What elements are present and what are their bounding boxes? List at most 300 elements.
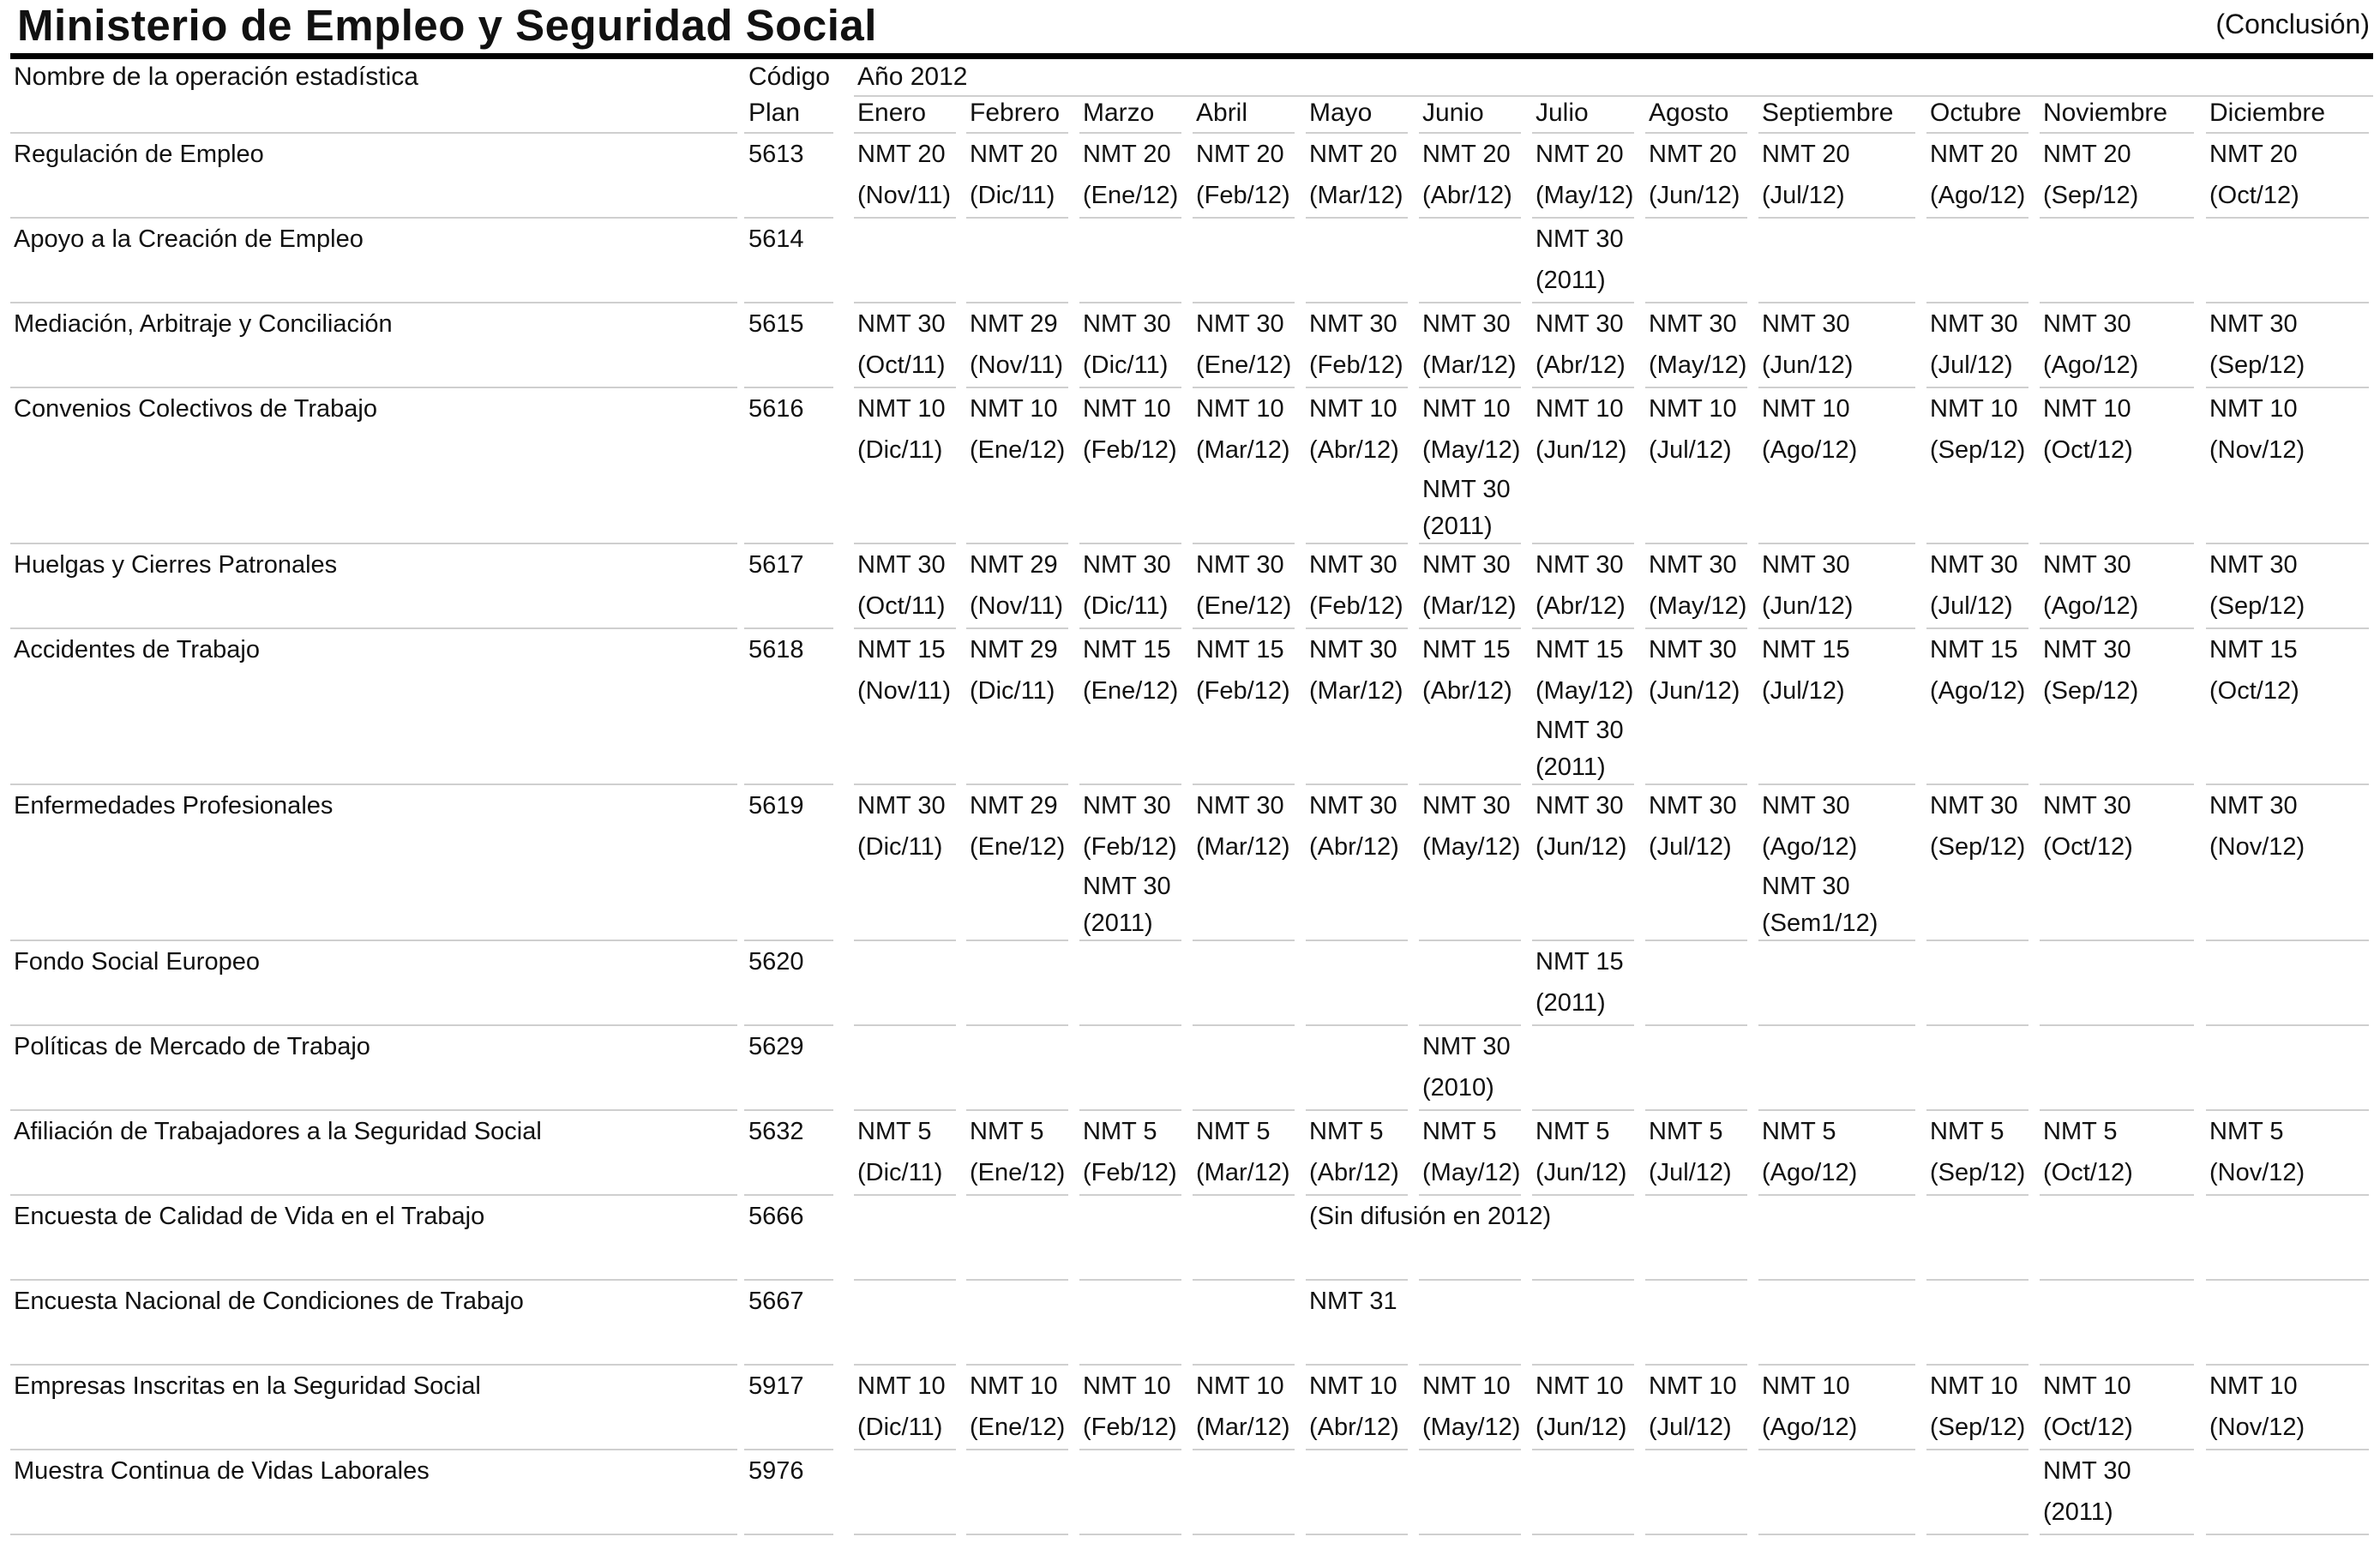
- calendar-entry: (Ago/12): [2043, 351, 2139, 379]
- row-separator: [1645, 217, 1747, 219]
- row-separator: [966, 1024, 1068, 1026]
- calendar-entry: NMT 15: [1422, 636, 1511, 663]
- row-separator: [1419, 1364, 1521, 1366]
- row-separator: [1193, 217, 1295, 219]
- row-separator: [1193, 1364, 1295, 1366]
- row-separator: [1079, 1024, 1181, 1026]
- calendar-entry: (Ene/12): [1196, 351, 1292, 379]
- row-separator: [1532, 627, 1634, 629]
- month-header: Enero: [857, 99, 927, 127]
- calendar-entry: (Mar/12): [1422, 351, 1517, 379]
- row-separator: [2040, 784, 2194, 785]
- calendar-entry: (Sep/12): [2043, 677, 2139, 705]
- plan-code: 5632: [748, 1118, 804, 1145]
- calendar-entry: NMT 30: [1083, 873, 1171, 900]
- row-separator: [10, 302, 737, 303]
- calendar-entry: (Feb/12): [1309, 351, 1403, 379]
- header-separator: [2206, 132, 2369, 134]
- row-separator: [1926, 302, 2028, 303]
- calendar-entry: NMT 30: [1536, 310, 1624, 338]
- row-separator: [854, 1534, 956, 1535]
- month-header: Septiembre: [1762, 99, 1894, 127]
- calendar-entry: (2010): [1422, 1074, 1494, 1102]
- calendar-entry: NMT 15: [1196, 636, 1284, 663]
- calendar-entry: (Feb/12): [1196, 677, 1290, 705]
- calendar-entry: NMT 30: [1422, 1033, 1511, 1060]
- operation-name: Encuesta de Calidad de Vida en el Trabajo: [14, 1203, 485, 1230]
- calendar-entry: NMT 30: [2209, 551, 2298, 579]
- calendar-entry: (2011): [1083, 910, 1153, 937]
- calendar-entry: (Dic/11): [857, 1414, 943, 1441]
- calendar-entry: (Ene/12): [1083, 677, 1179, 705]
- row-separator: [1193, 627, 1295, 629]
- row-separator: [1758, 1024, 1915, 1026]
- calendar-entry: NMT 30: [2043, 636, 2131, 663]
- row-separator: [1079, 387, 1181, 388]
- row-separator: [854, 302, 956, 303]
- row-separator: [744, 543, 833, 544]
- calendar-entry: NMT 20: [1930, 141, 2018, 168]
- calendar-entry: (May/12): [1422, 1159, 1521, 1186]
- row-separator: [1926, 940, 2028, 941]
- operation-name: Apoyo a la Creación de Empleo: [14, 225, 364, 253]
- calendar-entry: NMT 5: [1083, 1118, 1157, 1145]
- row-separator: [2206, 1534, 2369, 1535]
- calendar-entry: (Ago/12): [1762, 436, 1858, 464]
- row-separator: [1926, 387, 2028, 388]
- row-separator: [1306, 940, 1408, 941]
- calendar-entry: (Nov/11): [857, 677, 952, 705]
- calendar-entry: NMT 15: [1536, 636, 1624, 663]
- calendar-entry: (Mar/12): [1196, 1414, 1290, 1441]
- month-header: Junio: [1422, 99, 1484, 127]
- calendar-entry: NMT 10: [1649, 1372, 1737, 1400]
- month-header: Agosto: [1649, 99, 1729, 127]
- header-separator: [1645, 132, 1747, 134]
- calendar-entry: (Sep/12): [2209, 351, 2305, 379]
- calendar-entry: (Abr/12): [1422, 182, 1512, 209]
- row-separator: [854, 543, 956, 544]
- calendar-entry: NMT 10: [2209, 1372, 2298, 1400]
- row-separator: [10, 627, 737, 629]
- row-separator: [1532, 1279, 1634, 1281]
- month-header: Noviembre: [2043, 99, 2168, 127]
- calendar-entry: (Ago/12): [1930, 677, 2026, 705]
- calendar-entry: (Abr/12): [1536, 592, 1626, 620]
- calendar-entry: (Feb/12): [1083, 1414, 1177, 1441]
- row-separator: [1532, 784, 1634, 785]
- row-separator: [966, 387, 1068, 388]
- calendar-entry: (2011): [1536, 267, 1606, 294]
- row-separator: [1926, 543, 2028, 544]
- calendar-entry: NMT 5: [1536, 1118, 1610, 1145]
- calendar-entry: (2011): [2043, 1498, 2113, 1526]
- row-separator: [854, 1364, 956, 1366]
- row-separator: [854, 940, 956, 941]
- calendar-entry: NMT 5: [1196, 1118, 1271, 1145]
- row-separator: [1193, 302, 1295, 303]
- calendar-entry: NMT 10: [1422, 395, 1511, 423]
- calendar-entry: (Nov/12): [2209, 1414, 2305, 1441]
- row-separator: [1758, 1449, 1915, 1450]
- calendar-entry: (Jul/12): [1930, 592, 2013, 620]
- month-header: Julio: [1536, 99, 1589, 127]
- calendar-entry: NMT 10: [2043, 395, 2131, 423]
- operation-name: Encuesta Nacional de Condiciones de Trabajo: [14, 1288, 524, 1315]
- header-separator: [1193, 132, 1295, 134]
- calendar-entry: NMT 30: [1083, 551, 1171, 579]
- calendar-entry: (Ene/12): [970, 436, 1066, 464]
- calendar-entry: (Jul/12): [1930, 351, 2013, 379]
- row-separator: [744, 1194, 833, 1196]
- row-separator: [1419, 1024, 1521, 1026]
- row-separator: [1079, 1364, 1181, 1366]
- calendar-entry: (Jun/12): [1649, 677, 1740, 705]
- calendar-entry: (Sep/12): [2043, 182, 2139, 209]
- calendar-entry: NMT 10: [1083, 1372, 1171, 1400]
- row-separator: [2206, 1364, 2369, 1366]
- calendar-entry: (May/12): [1422, 1414, 1521, 1441]
- calendar-entry: (Jul/12): [1649, 1414, 1732, 1441]
- row-separator: [1193, 543, 1295, 544]
- calendar-entry: NMT 10: [1930, 1372, 2018, 1400]
- row-separator: [744, 940, 833, 941]
- row-separator: [966, 940, 1068, 941]
- row-separator: [744, 1279, 833, 1281]
- calendar-entry: (Ene/12): [970, 1414, 1066, 1441]
- calendar-entry: NMT 15: [857, 636, 946, 663]
- operation-name: Afiliación de Trabajadores a la Seguridad Social: [14, 1118, 542, 1145]
- calendar-entry: NMT 30: [2209, 792, 2298, 820]
- row-separator: [966, 1364, 1068, 1366]
- calendar-entry: (Ago/12): [1762, 1159, 1858, 1186]
- month-header: Marzo: [1083, 99, 1155, 127]
- plan-code: 5617: [748, 551, 804, 579]
- row-separator: [1758, 627, 1915, 629]
- calendar-entry: NMT 30: [1422, 792, 1511, 820]
- row-separator: [1758, 1534, 1915, 1535]
- row-separator: [1758, 302, 1915, 303]
- row-separator: [1532, 1449, 1634, 1450]
- calendar-entry: NMT 30: [2209, 310, 2298, 338]
- plan-code: 5615: [748, 310, 804, 338]
- calendar-entry: NMT 30: [1536, 551, 1624, 579]
- calendar-entry: NMT 10: [970, 395, 1058, 423]
- row-separator: [2206, 1449, 2369, 1450]
- row-separator: [1532, 302, 1634, 303]
- calendar-entry: NMT 30: [857, 310, 946, 338]
- row-separator: [1758, 1364, 1915, 1366]
- calendar-entry: (Feb/12): [1083, 436, 1177, 464]
- row-separator: [1926, 1024, 2028, 1026]
- row-separator: [1926, 217, 2028, 219]
- calendar-entry: NMT 10: [2209, 395, 2298, 423]
- row-separator: [10, 1449, 737, 1450]
- month-header: Diciembre: [2209, 99, 2326, 127]
- calendar-entry: (May/12): [1536, 182, 1634, 209]
- row-separator: [744, 1364, 833, 1366]
- calendar-entry: (Sep/12): [1930, 1414, 2026, 1441]
- row-separator: [1926, 1534, 2028, 1535]
- row-separator: [2206, 784, 2369, 785]
- row-separator: [1306, 1024, 1408, 1026]
- calendar-entry: (Nov/11): [857, 182, 952, 209]
- row-separator: [966, 627, 1068, 629]
- calendar-entry: (Jun/12): [1536, 1414, 1627, 1441]
- calendar-entry: NMT 29: [970, 636, 1058, 663]
- row-separator: [1306, 543, 1408, 544]
- operation-name: Fondo Social Europeo: [14, 948, 260, 976]
- row-separator: [1645, 387, 1747, 388]
- calendar-entry: (Dic/11): [857, 1159, 943, 1186]
- plan-code: 5917: [748, 1372, 804, 1400]
- calendar-entry: (Jul/12): [1649, 833, 1732, 861]
- calendar-entry: NMT 15: [1083, 636, 1171, 663]
- calendar-entry: NMT 30: [2043, 551, 2131, 579]
- calendar-entry: NMT 10: [1083, 395, 1171, 423]
- calendar-entry: NMT 5: [1422, 1118, 1497, 1145]
- calendar-entry: NMT 10: [1649, 395, 1737, 423]
- calendar-entry: (Jun/12): [1536, 1159, 1627, 1186]
- row-separator: [1306, 217, 1408, 219]
- row-separator: [10, 543, 737, 544]
- header-separator: [966, 132, 1068, 134]
- calendar-entry: (Ene/12): [1083, 182, 1179, 209]
- calendar-entry: NMT 5: [1309, 1118, 1384, 1145]
- row-separator: [966, 1194, 1068, 1196]
- calendar-entry: NMT 20: [857, 141, 946, 168]
- calendar-entry: (Oct/12): [2043, 1159, 2133, 1186]
- row-separator: [1419, 1279, 1521, 1281]
- row-separator: [1079, 784, 1181, 785]
- row-separator: [10, 784, 737, 785]
- row-separator: [1306, 1279, 1408, 1281]
- calendar-entry: NMT 30: [1649, 792, 1737, 820]
- operation-name: Mediación, Arbitraje y Conciliación: [14, 310, 393, 338]
- row-separator: [2040, 1364, 2194, 1366]
- row-separator: [1645, 940, 1747, 941]
- row-separator: [1645, 784, 1747, 785]
- row-separator: [1079, 1109, 1181, 1111]
- row-separator: [1532, 1534, 1634, 1535]
- row-separator: [2040, 1024, 2194, 1026]
- calendar-entry: (Jul/12): [1762, 677, 1845, 705]
- row-separator: [1193, 1109, 1295, 1111]
- calendar-entry: NMT 30: [1930, 310, 2018, 338]
- row-separator: [1532, 1024, 1634, 1026]
- row-separator: [2040, 1109, 2194, 1111]
- calendar-entry: (Feb/12): [1083, 833, 1177, 861]
- row-separator: [744, 1534, 833, 1535]
- calendar-entry: NMT 30: [1309, 310, 1397, 338]
- calendar-entry: NMT 30: [1422, 476, 1511, 503]
- calendar-entry: (Jul/12): [1649, 1159, 1732, 1186]
- row-separator: [1419, 784, 1521, 785]
- calendar-entry: (Nov/11): [970, 351, 1064, 379]
- row-separator: [1306, 302, 1408, 303]
- row-separator: [1419, 627, 1521, 629]
- row-separator: [966, 1449, 1068, 1450]
- calendar-entry: (May/12): [1649, 592, 1747, 620]
- calendar-entry: NMT 10: [1930, 395, 2018, 423]
- plan-code: 5629: [748, 1033, 804, 1060]
- row-separator: [1645, 627, 1747, 629]
- row-separator: [2040, 627, 2194, 629]
- plan-code: 5976: [748, 1457, 804, 1485]
- calendar-entry: NMT 30: [1083, 792, 1171, 820]
- calendar-entry: (Oct/12): [2043, 1414, 2133, 1441]
- row-separator: [1926, 627, 2028, 629]
- calendar-entry: (Oct/12): [2043, 833, 2133, 861]
- row-separator: [854, 784, 956, 785]
- calendar-entry: NMT 30: [1309, 792, 1397, 820]
- calendar-entry: (Abr/12): [1309, 1414, 1399, 1441]
- calendar-entry: (Abr/12): [1309, 436, 1399, 464]
- row-separator: [966, 217, 1068, 219]
- calendar-entry: (Sem1/12): [1762, 910, 1878, 937]
- calendar-entry: (Oct/11): [857, 351, 946, 379]
- calendar-entry: NMT 29: [970, 551, 1058, 579]
- calendar-entry: NMT 30: [1762, 551, 1850, 579]
- row-separator: [966, 784, 1068, 785]
- row-separator: [966, 1109, 1068, 1111]
- calendar-entry: NMT 10: [1309, 1372, 1397, 1400]
- row-separator: [966, 1534, 1068, 1535]
- calendar-entry: (Jun/12): [1649, 182, 1740, 209]
- header-separator: [1306, 132, 1408, 134]
- row-separator: [1193, 1534, 1295, 1535]
- row-separator: [854, 1279, 956, 1281]
- calendar-entry: (Dic/11): [1083, 592, 1169, 620]
- calendar-entry: (Feb/12): [1083, 1159, 1177, 1186]
- calendar-entry: (Abr/12): [1309, 1159, 1399, 1186]
- row-separator: [10, 1364, 737, 1366]
- row-separator: [10, 1194, 737, 1196]
- calendar-entry: (Mar/12): [1309, 677, 1403, 705]
- row-separator: [1758, 1109, 1915, 1111]
- calendar-entry: (Sep/12): [1930, 436, 2026, 464]
- header-separator: [854, 132, 956, 134]
- calendar-entry: NMT 30: [1309, 636, 1397, 663]
- row-separator: [2206, 1109, 2369, 1111]
- row-separator: [854, 217, 956, 219]
- plan-code: 5667: [748, 1288, 804, 1315]
- operation-name: Convenios Colectivos de Trabajo: [14, 395, 377, 423]
- row-separator: [1532, 387, 1634, 388]
- header-separator: [2040, 132, 2194, 134]
- calendar-entry: NMT 10: [1536, 1372, 1624, 1400]
- row-separator: [1079, 217, 1181, 219]
- calendar-entry: (Ago/12): [2043, 592, 2139, 620]
- header-separator: [1926, 132, 2028, 134]
- row-separator: [2206, 627, 2369, 629]
- row-separator: [1758, 1194, 1915, 1196]
- calendar-entry: (Jun/12): [1536, 436, 1627, 464]
- row-separator: [744, 387, 833, 388]
- row-separator: [1758, 543, 1915, 544]
- calendar-entry: NMT 30: [1196, 792, 1284, 820]
- calendar-entry: NMT 10: [1309, 395, 1397, 423]
- header-separator: [1079, 132, 1181, 134]
- operation-name: Políticas de Mercado de Trabajo: [14, 1033, 370, 1060]
- header-separator: [1758, 132, 1915, 134]
- calendar-entry: (Abr/12): [1309, 833, 1399, 861]
- calendar-entry: NMT 15: [1762, 636, 1850, 663]
- row-separator: [1419, 217, 1521, 219]
- calendar-entry: NMT 5: [970, 1118, 1044, 1145]
- calendar-entry: NMT 30: [857, 792, 946, 820]
- header-separator: [10, 132, 737, 134]
- header-code-line1: Código: [748, 63, 831, 91]
- row-separator: [2040, 1194, 2194, 1196]
- operation-name: Enfermedades Profesionales: [14, 792, 334, 820]
- calendar-entry: (Jul/12): [1762, 182, 1845, 209]
- calendar-entry: NMT 20: [970, 141, 1058, 168]
- row-separator: [1306, 1534, 1408, 1535]
- row-separator: [744, 302, 833, 303]
- conclusion-label: (Conclusión): [2215, 9, 2370, 39]
- row-separator: [1926, 784, 2028, 785]
- row-separator: [1532, 1109, 1634, 1111]
- row-separator: [744, 1024, 833, 1026]
- row-separator: [744, 627, 833, 629]
- row-separator: [1306, 387, 1408, 388]
- calendar-entry: NMT 30: [1196, 310, 1284, 338]
- header-separator: [1419, 132, 1521, 134]
- row-separator: [1645, 302, 1747, 303]
- calendar-entry: NMT 30: [1762, 792, 1850, 820]
- calendar-entry: NMT 29: [970, 310, 1058, 338]
- row-separator: [2040, 1534, 2194, 1535]
- month-header: Abril: [1196, 99, 1248, 127]
- row-separator: [2206, 217, 2369, 219]
- row-separator: [744, 784, 833, 785]
- calendar-entry: NMT 20: [1083, 141, 1171, 168]
- row-separator: [854, 1449, 956, 1450]
- calendar-entry: NMT 10: [970, 1372, 1058, 1400]
- page-title: Ministerio de Empleo y Seguridad Social: [17, 1, 877, 50]
- row-separator: [744, 1109, 833, 1111]
- calendar-entry: (Sep/12): [1930, 833, 2026, 861]
- calendar-entry: (May/12): [1536, 677, 1634, 705]
- calendar-entry: NMT 30: [1649, 636, 1737, 663]
- row-separator: [1079, 543, 1181, 544]
- month-header: Octubre: [1930, 99, 2022, 127]
- row-separator: [2040, 217, 2194, 219]
- plan-code: 5620: [748, 948, 804, 976]
- row-separator: [1645, 1364, 1747, 1366]
- row-separator: [1645, 1279, 1747, 1281]
- calendar-entry: NMT 30: [1762, 310, 1850, 338]
- row-separator: [854, 1194, 956, 1196]
- calendar-entry: (Dic/11): [857, 833, 943, 861]
- row-separator: [2040, 387, 2194, 388]
- calendar-entry: (Ene/12): [1196, 592, 1292, 620]
- calendar-entry: (May/12): [1649, 351, 1747, 379]
- calendar-entry: NMT 20: [1649, 141, 1737, 168]
- row-separator: [2040, 940, 2194, 941]
- calendar-entry: (Feb/12): [1309, 592, 1403, 620]
- row-separator: [1926, 1194, 2028, 1196]
- row-separator: [744, 217, 833, 219]
- operation-name: Regulación de Empleo: [14, 141, 264, 168]
- header-code-line2: Plan: [748, 99, 801, 127]
- plan-code: 5619: [748, 792, 804, 820]
- row-separator: [1758, 217, 1915, 219]
- calendar-entry: NMT 20: [2209, 141, 2298, 168]
- calendar-entry: NMT 30: [1649, 551, 1737, 579]
- row-separator: [1079, 627, 1181, 629]
